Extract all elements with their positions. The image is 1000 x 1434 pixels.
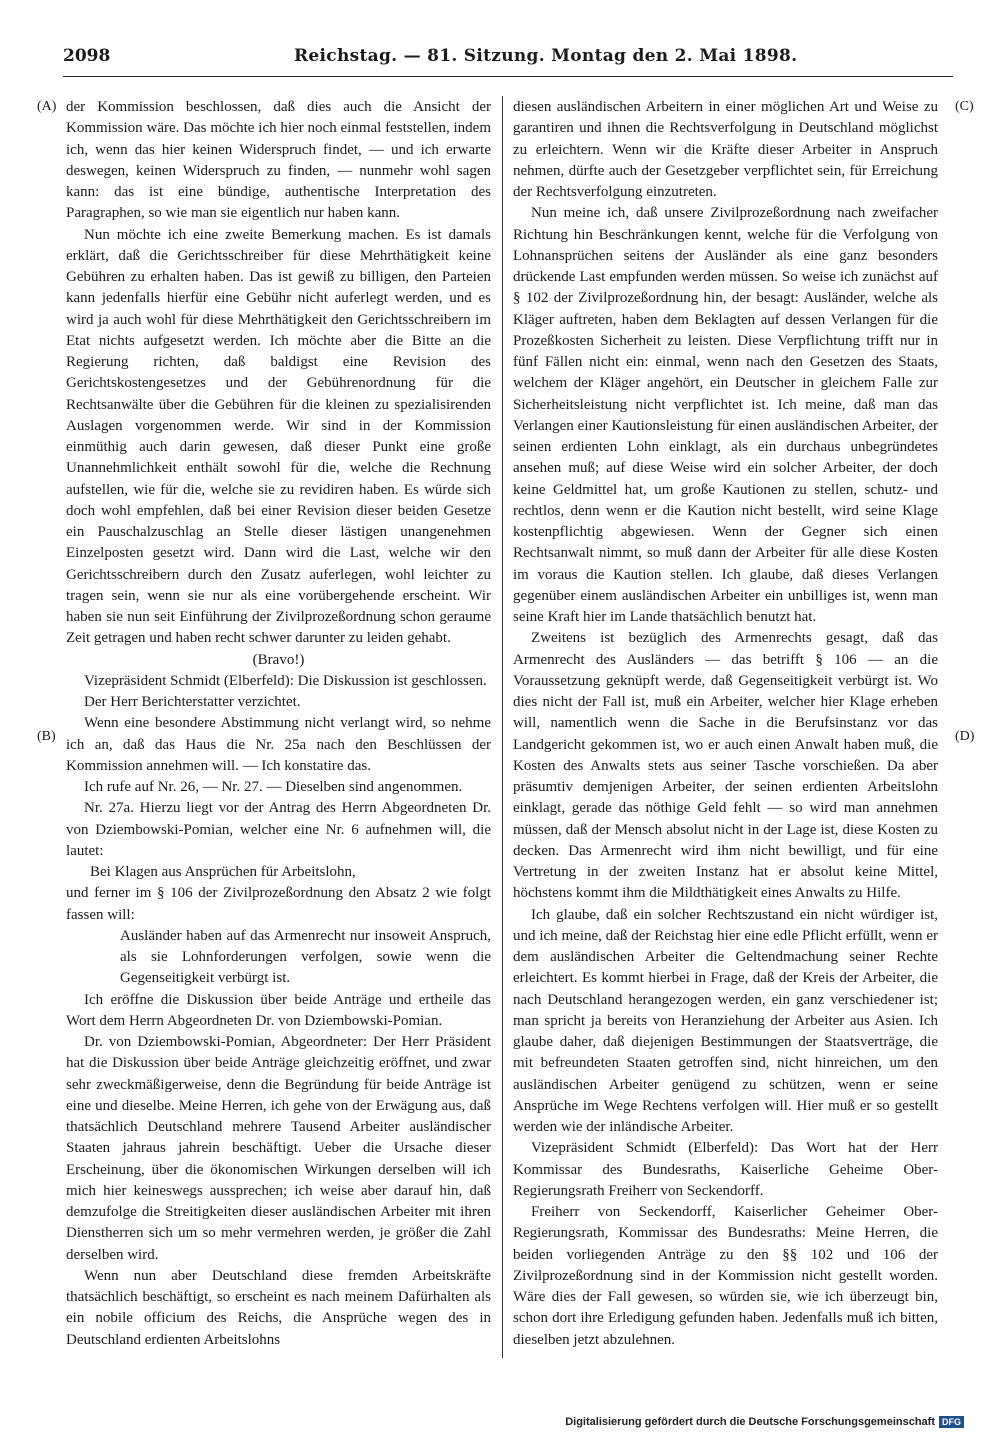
quoted-motion: Bei Klagen aus Ansprüchen für Arbeitslohn, bbox=[90, 864, 356, 880]
column-divider bbox=[502, 96, 503, 1358]
page-header bbox=[63, 46, 953, 77]
footer bbox=[565, 1416, 964, 1428]
paragraph: Wenn nun aber Deutschland diese fremden Arbeitskräfte thatsächlich beschäftigt, so erscheint es nach meinem Dafürhalten als ein nobile officium des Reichs, die Ansprüche wegen des in Deutschland erdienten Arbeitslohns bbox=[66, 1267, 491, 1348]
margin-mark-d: (D) bbox=[955, 729, 975, 744]
paragraph: Nun möchte ich eine zweite Bemerkung machen. Es ist damals erklärt, daß die Gerichtsschreiber für diese Mehrthätigkeit keine Gebühren zu erhalten haben. Das ist gewiß zu billigen, den Parteien kann jedenfalls hierfür eine Gebühr nicht auferlegt werden, und es wird ja auch wohl für diese Mehrthätigkeit den Gerichtsschreibern im Etat nichts aufgesetzt werden. Ich möchte aber die Bitte an die Regierung richten, daß baldigst eine Revision des Gerichtskostengesetzes und der Gebührenordnung für die Rechtsanwälte über die Gebühren für die kleinen zu spezialisirenden Auslagen vorgenommen werde. Wir sind in der Kommission einmüthig auch darin gewesen, daß dieser Punkt eine große Unannehmlichkeit enthält sowohl für die, welche die Rechnung aufstellen, wie für die, welche sie zu revidiren haben. Es würde sich doch wohl empfehlen, daß bei einer Revision dieser beiden Gesetze ein Pauschalzuschlag an Stelle dieser lästigen unangenehmen Einzelposten gesetzt wird. Dann wird die Last, welche wir den Gerichtsschreibern durch den Zusatz auferlegen, wohl leichter zu tragen sein, wenn sie nur als eine vorübergehende erscheint. Wir haben sie nun seit Einführung der Zivilprozeßordnung schon geraume Zeit getragen und haben recht schwer darunter zu leiden gehabt. bbox=[66, 226, 491, 647]
speaker-paragraph: Dr. von Dziembowski-Pomian, Abgeordneter: Der Herr Präsident hat die Diskussion über beide Anträge gleichzeitig eröffnet, und zwar sehr zweckmäßigerweise, denn die Begründung für beide Anträge ist eine und dieselbe. Meine Herren, ich gehe von der Erwägung aus, daß thatsächlich Deutschland mehrere Tausend Arbeiter ausländischer Staaten jahraus jahrein beschäftigt. Ueber die Ursache dieser Erscheinung, über die ökonomischen Wirkungen derselben will ich mich hier keineswegs aussprechen; ich weise aber darauf hin, daß demzufolge die Streitigkeiten dieser ausländischen Arbeiter mit ihren Dienstherren sich um so mehr vermehren werden, je größer die Zahl derselben wird. bbox=[66, 1034, 491, 1263]
margin-mark-c: (C) bbox=[955, 99, 974, 114]
paragraph: Nun meine ich, daß unsere Zivilprozeßordnung nach zweifacher Richtung hin Beschränkungen kennt, welche für die Verfolgung von Lohnansprüchen seitens der Ausländer als eine ganz besonders drückende Last empfunden werden müssen. So weise ich zunächst auf § 102 der Zivilprozeßordnung hin, der besagt: Ausländer, welche als Kläger auftreten, haben dem Beklagten auf dessen Verlangen für die Prozeßkosten Sicherheit zu leisten. Diese Verpflichtung trifft nur in fünf Fällen nicht ein: einmal, wenn nach den Gesetzen des Staats, welchem der Kläger angehört, ein Deutscher in gleichem Falle zur Sicherheitsleistung nicht verpflichtet ist. Ich meine, daß man das Verlangen einer Kautionsleistung für einen ausländischen Arbeiter, der seinen erdienten Lohn einklagt, als ein durchaus unbegründetes ansehen muß; auf diese Weise wird ein solcher Arbeiter, der doch keine Geldmittel hat, um große Kautionen zu stellen, schutz- und rechtlos, denn wenn er die Kaution nicht bestellt, wird seine Klage kostenpflichtig abgewiesen. Wenn der Gegner sich einen Rechtsanwalt nimmt, so muß dann der Arbeiter für alle diese Kosten im voraus die Kaution stellen. Ich glaube, daß dieses Verlangen gegenüber einem ausländischen Arbeiter ein unbilliges ist, wenn man seine Kraft hier im Lande thatsächlich benutzt hat. bbox=[513, 205, 938, 625]
paragraph: und ferner im § 106 der Zivilprozeßordnung den Absatz 2 wie folgt fassen will: bbox=[66, 885, 491, 923]
right-column bbox=[513, 97, 938, 1351]
paragraph: Der Herr Berichterstatter verzichtet. bbox=[84, 694, 301, 710]
footer-credit: Digitalisierung gefördert durch die Deutsche Forschungsgemeinschaft bbox=[565, 1416, 935, 1428]
paragraph: Ich rufe auf Nr. 26, — Nr. 27. — Dieselben sind angenommen. bbox=[84, 779, 463, 795]
speaker-paragraph: Vizepräsident Schmidt (Elberfeld): Das Wort hat der Herr Kommissar des Bundesraths, Kaiserliche Geheime Ober-Regierungsrath Freiherr von Seckendorff. bbox=[513, 1140, 938, 1199]
speaker-paragraph: Vizepräsident Schmidt (Elberfeld): Die Diskussion ist geschlossen. bbox=[84, 672, 487, 689]
paragraph: der Kommission beschlossen, daß dies auch die Ansicht der Kommission wäre. Das möchte ich hier noch einmal feststellen, indem ich, wenn das hier keinen Widerspruch findet, — und ich erwarte deswegen, keinen Widerspruch zu finden, — nunmehr wohl sagen kann: das ist eine bündige, authentische Interpretation des Paragraphen, so wie man sie eigentlich nur haben kann. bbox=[66, 99, 491, 222]
paragraph: Ich eröffne die Diskussion über beide Anträge und ertheile das Wort dem Herrn Abgeordneten Dr. von Dziembowski-Pomian. bbox=[66, 991, 491, 1029]
paragraph: Nr. 27a. Hierzu liegt vor der Antrag des Herrn Abgeordneten Dr. von Dziembowski-Pomian, welcher eine Nr. 6 aufnehmen will, die lautet: bbox=[66, 800, 491, 859]
left-column bbox=[66, 97, 491, 1351]
margin-mark-a: (A) bbox=[37, 99, 57, 114]
running-head: Reichstag. — 81. Sitzung. Montag den 2. Mai 1898. bbox=[294, 46, 798, 66]
paragraph: Wenn eine besondere Abstimmung nicht verlangt wird, so nehme ich an, daß das Haus die Nr. 25a nach den Beschlüssen der Kommission annehmen will. — Ich konstatire das. bbox=[66, 715, 491, 774]
paragraph: diesen ausländischen Arbeitern in einer möglichen Art und Weise zu garantiren und ihnen die Rechtsverfolgung in Deutschland möglichst zu erleichtern. Wenn wir die Kräfte dieser Arbeiter in Anspruch nehmen, dürfte auch der Gesetzgeber verpflichtet sein, für Erreichung der Rechtsverfolgung einzutreten. bbox=[513, 99, 938, 200]
dfg-logo: DFG bbox=[939, 1416, 964, 1428]
paragraph: Ich glaube, daß ein solcher Rechtszustand ein nicht würdiger ist, und ich meine, daß der Reichstag hier eine edle Pflicht erfüllt, wenn er dem ausländischen Arbeiter die Geltendmachung seiner Rechte erleichtert. Es kommt hierbei in Frage, daß der Kreis der Arbeiter, die nach Deutschland herangezogen werden, ein ganz verschiedener ist; man spricht ja bereits von Heranziehung der Arbeiter aus Asien. Ich glaube daher, daß diejenigen Bestimmungen der Staatsverträge, die mit befreundeten Staaten getroffen sind, nicht hinreichen, um den ausländischen Arbeiter genügend zu schützen, wenn er seine Ansprüche im Wege Rechtens verfolgen will. Hier muß er so gestellt werden wie der inländische Arbeiter. bbox=[513, 906, 938, 1135]
paragraph: Zweitens ist bezüglich des Armenrechts gesagt, daß das Armenrecht des Ausländers — das betrifft § 106 — an die Voraussetzung geknüpft werde, daß Gegenseitigkeit verbürgt ist. Wo dies nicht der Fall ist, muß ein Arbeiter, welcher hier Klage erheben will, namentlich wenn die Sache in die Berufsinstanz vor das Landgericht gekommen ist, wo er auch einen Anwalt haben muß, die Kosten des Anwalts stets aus seiner Tasche vorschießen. Da aber präsumtiv demjenigen Arbeiter, der seinen erdienten Arbeitslohn einklagt, gerade das nöthige Geld fehlt — so wird man annehmen müssen, daß der Mensch absolut nicht in der Lage ist, diese Kosten zu decken. Das Armenrecht wird ihm nicht bewilligt, und für eine Vertretung in der zweiten Instanz hat er absolut keine Mittel, höchstens kommt ihm die Mildthätigkeit eines Anwalts zu Hilfe. bbox=[513, 630, 938, 902]
speaker-paragraph: Freiherr von Seckendorff, Kaiserlicher Geheimer Ober-Regierungsrath, Kommissar des Bundesraths: Meine Herren, die beiden vorliegenden Anträge zu den §§ 102 und 106 der Zivilprozeßordnung sind in der Kommission nicht gestellt worden. Wäre dies der Fall gewesen, so würden sie, wie ich überzeugt bin, schon dort ihre Erledigung gefunden haben. Jedenfalls muß ich bitten, dieselben jetzt abzulehnen. bbox=[513, 1204, 938, 1348]
quoted-motion: Ausländer haben auf das Armenrecht nur insoweit Anspruch, als sie Lohnforderungen verfolgen, sowie wenn die Gegenseitigkeit verbürgt ist. bbox=[120, 927, 491, 987]
margin-mark-b: (B) bbox=[37, 729, 56, 744]
page-number: 2098 bbox=[63, 46, 111, 66]
interjection: (Bravo!) bbox=[252, 651, 305, 668]
